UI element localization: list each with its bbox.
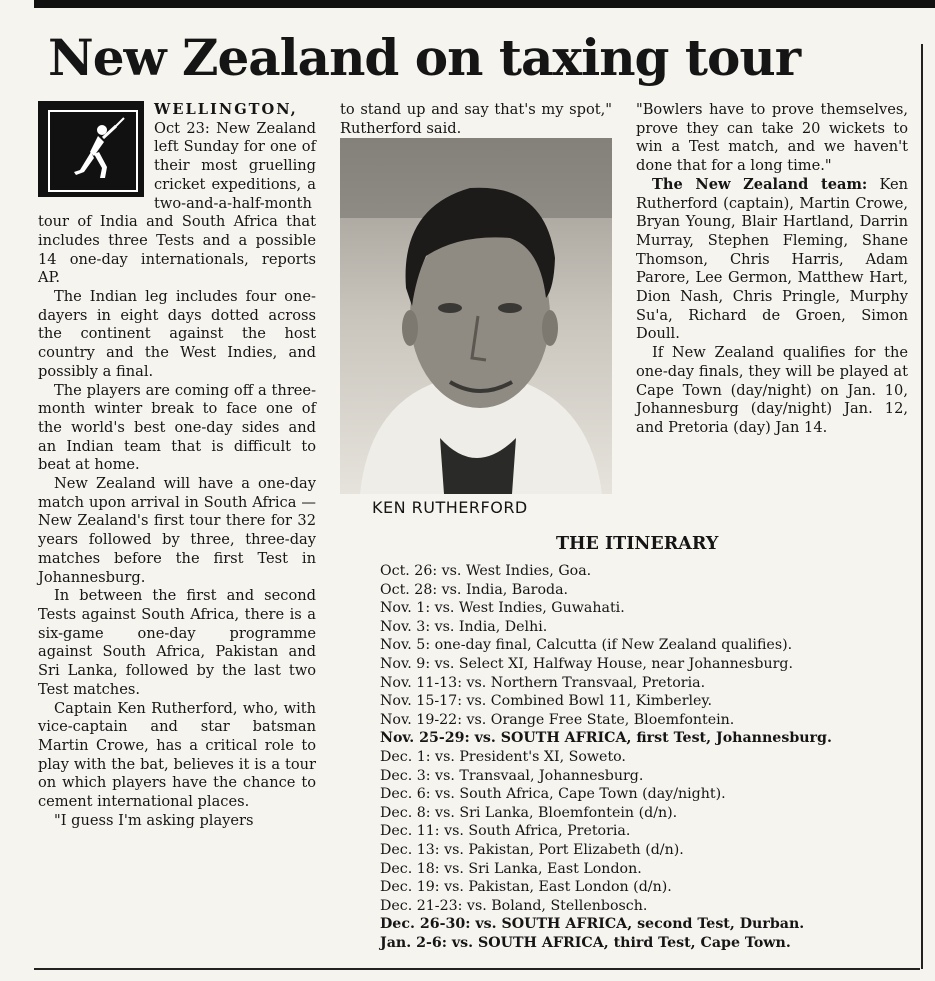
itinerary-item: Dec. 11: vs. South Africa, Pretoria. xyxy=(380,823,631,840)
paragraph: The Indian leg includes four one-dayers in eight days dotted across the continent against the host country and the West Indies, and possibly a final. xyxy=(38,288,316,380)
itinerary-item: Nov. 5: one-day final, Calcutta (if New Zealand qualifies). xyxy=(380,637,793,654)
paragraph: In between the first and second Tests against South Africa, there is a six-game one-day programme against South Africa, Pakistan and Sri Lanka, followed by the last two Test matches. xyxy=(38,587,316,698)
paragraph: New Zealand will have a one-day match upon arrival in South Africa — New Zealand's first tour there for 32 years followed by three, three-day matches before the first Test in Johannesburg. xyxy=(38,475,316,586)
paragraph: "Bowlers have to prove themselves, prove they can take 20 wickets to win a Test match, and we haven't done that for a long time." xyxy=(636,101,908,175)
top-rule xyxy=(34,0,935,8)
itinerary-item: Dec. 21-23: vs. Boland, Stellenbosch. xyxy=(380,897,648,914)
itinerary-item: Dec. 8: vs. Sri Lanka, Bloemfontein (d/n). xyxy=(380,804,678,821)
paragraph: If New Zealand qualifies for the one-day finals, they will be played at Cape Town (day/night) on Jan. 10, Johannesburg (day/night) Jan. 12, and Pretoria (day) Jan 14. xyxy=(636,344,908,436)
itinerary-item: Nov. 19-22: vs. Orange Free State, Bloemfontein. xyxy=(380,711,735,728)
article-column-3 xyxy=(636,101,908,438)
headline: New Zealand on taxing tour xyxy=(48,28,801,87)
itinerary-item: Nov. 1: vs. West Indies, Guwahati. xyxy=(380,600,625,617)
paragraph: The players are coming off a three-month winter break to face one of the world's best one-day sides and an Indian team that is difficult to beat at home. xyxy=(38,381,316,474)
article-column-1 xyxy=(38,101,316,830)
team-list: Ken Rutherford (captain), Martin Crowe, Bryan Young, Blair Hartland, Darrin Murray, Stephen Fleming, Shane Thomson, Chris Harris, Adam Parore, Lee Germon, Matthew Hart, Dion Nash, Chris Pringle, Murphy Su'a, Richard de Groen, Simon Doull. xyxy=(636,175,908,343)
itinerary-item: Dec. 6: vs. South Africa, Cape Town (day/night). xyxy=(380,786,726,803)
photo-caption: KEN RUTHERFORD xyxy=(372,498,528,517)
paragraph: Captain Ken Rutherford, who, with vice-captain and star batsman Martin Crowe, has a critical role to play with the bat, believes it is a tour on which players have the chance to cement international places. xyxy=(38,699,316,811)
bottom-rule xyxy=(34,968,920,970)
itinerary-item: Jan. 2-6: vs. SOUTH AFRICA, third Test, Cape Town. xyxy=(380,934,791,951)
itinerary-item: Dec. 3: vs. Transvaal, Johannesburg. xyxy=(380,767,644,784)
cricket-batsman-icon xyxy=(38,101,144,197)
itinerary-item: Oct. 26: vs. West Indies, Goa. xyxy=(380,563,592,579)
itinerary-item: Nov. 25-29: vs. SOUTH AFRICA, first Test, Johannesburg. xyxy=(380,730,832,747)
itinerary-list xyxy=(380,562,900,952)
itinerary-item: Nov. 15-17: vs. Combined Bowl 11, Kimberley. xyxy=(380,693,713,710)
itinerary-title: THE ITINERARY xyxy=(556,534,719,554)
article-column-2 xyxy=(340,101,612,138)
dateline: WELLINGTON, xyxy=(154,101,298,118)
article-lede: Oct 23: New Zealand left Sunday for one of their most gruelling cricket expeditions, a two-and-a-half-month tour of India and South Africa that includes three Tests and a possible 14 one-day internationals, reports AP. xyxy=(38,119,316,287)
itinerary-item: Nov. 9: vs. Select XI, Halfway House, near Johannesburg. xyxy=(380,655,794,672)
itinerary-item: Dec. 18: vs. Sri Lanka, East London. xyxy=(380,860,642,877)
itinerary-item: Nov. 11-13: vs. Northern Transvaal, Pretoria. xyxy=(380,674,706,691)
itinerary-item: Dec. 19: vs. Pakistan, East London (d/n). xyxy=(380,879,672,896)
itinerary-item: Dec. 1: vs. President's XI, Soweto. xyxy=(380,748,626,765)
itinerary-item: Dec. 26-30: vs. SOUTH AFRICA, second Test, Durban. xyxy=(380,916,805,933)
team-heading: The New Zealand team: xyxy=(652,175,868,193)
paragraph: "I guess I'm asking players xyxy=(54,811,254,829)
itinerary-item: Dec. 13: vs. Pakistan, Port Elizabeth (d/n). xyxy=(380,841,684,858)
itinerary-item: Nov. 3: vs. India, Delhi. xyxy=(380,618,548,635)
itinerary-item: Oct. 28: vs. India, Baroda. xyxy=(380,581,569,598)
portrait-photo xyxy=(340,138,612,494)
column-rule xyxy=(921,44,923,969)
paragraph: to stand up and say that's my spot," Rutherford said. xyxy=(340,101,612,137)
